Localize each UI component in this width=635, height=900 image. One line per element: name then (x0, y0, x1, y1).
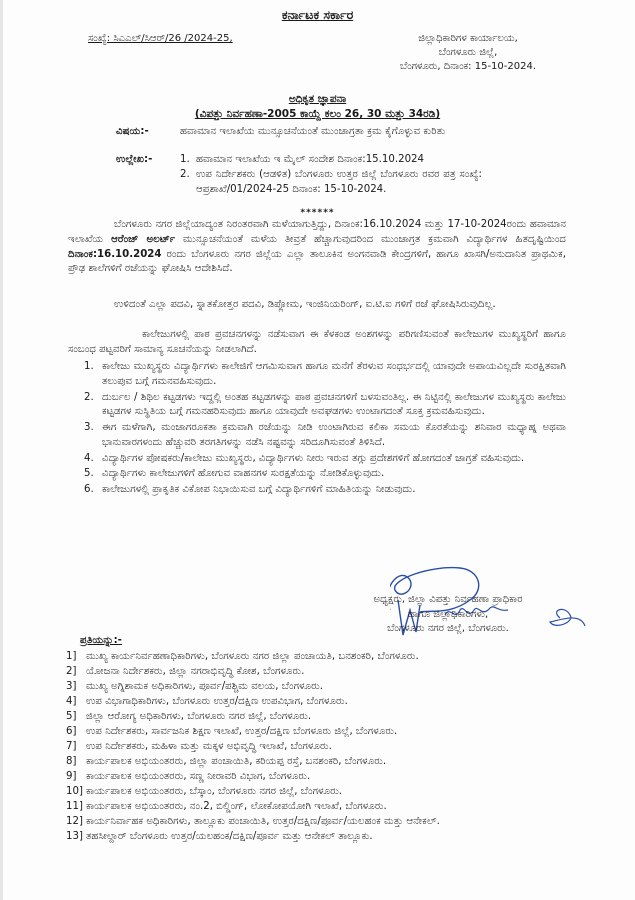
body-paragraph-1 (68, 218, 566, 277)
copy-item (66, 755, 566, 770)
instruction-number: 4. (84, 452, 94, 464)
office-address (368, 32, 568, 74)
body-paragraph-3 (68, 328, 566, 358)
instruction-item (84, 467, 566, 482)
copy-text: ಕಾರ್ಯನಿರ್ವಾಹಕ ಅಧಿಕಾರಿಗಳು, ತಾಲ್ಲೂಕು ಪಂಚಾಯಿತಿ, ಉತ್ತರ/ದಕ್ಷಿಣ/ಪೂರ್ವ/ಯಲಹಂಕ ಮತ್ತು ಆನೇಕಲ್. (86, 815, 440, 827)
copy-text: ಉಪ ನಿರ್ದೇಶಕರು, ಮಹಿಳಾ ಮತ್ತು ಮಕ್ಕಳ ಅಭಿವೃದ್ಧಿ ಇಲಾಖೆ, ಬೆಂಗಳೂರು. (86, 740, 332, 752)
copy-item (66, 800, 566, 815)
order-title-line2: (ವಿಪತ್ತು ನಿರ್ವಹಣಾ-2005 ಕಾಯ್ದೆ ಕಲಂ 26, 30 ಮತ್ತು 34ರಡಿ) (194, 108, 441, 121)
order-title (0, 92, 635, 122)
copy-number: 10] (66, 785, 83, 797)
copy-number: 12] (66, 815, 83, 827)
copy-number: 3] (66, 680, 77, 692)
signature-block (328, 593, 568, 637)
subject-text: ಹವಾಮಾನ ಇಲಾಖೆಯ ಮುನ್ಸೂಚನೆಯಂತೆ ಮುಂಜಾಗ್ರತಾ ಕ್ರಮ ಕೈಗೊಳ್ಳುವ ಕುರಿತು (180, 126, 446, 137)
instruction-number: 5. (84, 468, 94, 480)
copy-item (66, 740, 566, 755)
copy-item (66, 650, 566, 665)
copy-text: ಜಿಲ್ಲಾ ಆರೋಗ್ಯ ಅಧಿಕಾರಿಗಳು, ಬೆಂಗಳೂರು ನಗರ ಜಿಲ್ಲೆ, ಬೆಂಗಳೂರು. (86, 710, 312, 722)
office-line: ಜಿಲ್ಲಾಧಿಕಾರಿಗಳ ಕಾರ್ಯಾಲಯ, (418, 33, 518, 44)
copy-item (66, 680, 566, 695)
copy-number: 8] (66, 755, 77, 767)
para1-text: ಬೆಂಗಳೂರು ನಗರ ಜಿಲ್ಲೆಯಾದ್ಯಂತ ನಿರಂತರವಾಗಿ ಮಳೆಯಾಗುತ್ತಿದ್ದು, ದಿನಾಂಕ:16.10.2024 ಮತ್ತು 17-10-2024ರಂದು ಹವಾಮಾನ ಇಲಾಖೆಯ (68, 219, 566, 245)
copy-item (66, 710, 566, 725)
instruction-text: ಈಗ ಮಳೆಗಾಗಿ, ಮಂಜಾಗರೂಕತಾ ಕ್ರಮವಾಗಿ ರಜೆಯನ್ನು ನೀಡಿ ಉಂಟಾಗಿರುವ ಕಲಿಕಾ ಸಮಯ ಕೊರತೆಯನ್ನು ಶನಿವಾರ ಮಧ್ಯಾಹ್ನ ಅಥವಾ ಭಾನುವಾರಗಳಂದು ಹೆಚ್ಚುವರಿ ತರಗತಿಗಳನ್ನು ನಡೆಸಿ ನಷ್ಟವನ್ನು ಸರಿದೂಗಿಸುವಂತೆ ತಿಳಿಸಿದೆ. (102, 422, 566, 448)
instruction-text: ಕಾಲೇಜು ಮುಖ್ಯಸ್ಥರು ವಿದ್ಯಾರ್ಥಿಗಳು ಕಾಲೇಜಿಗೆ ಆಗಮಿಸುವಾಗ ಹಾಗೂ ಮನೆಗೆ ತೆರಳುವ ಸಂಧರ್ಭದಲ್ಲಿ ಯಾವುದೇ ಅಪಾಯವಿಲ್ಲದೇ ಸುರಕ್ಷಿತವಾಗಿ ತಲುಪುವ ಬಗ್ಗೆ ಗಮನವಹಿಸುವುದು. (102, 361, 566, 387)
scan-edge (0, 0, 3, 900)
instruction-item (84, 452, 566, 467)
holiday-date: ದಿನಾಂಕ:16.10.2024 (68, 248, 162, 260)
copy-number: 11] (66, 800, 83, 812)
copy-item (66, 830, 566, 845)
copy-text: ಮುಖ್ಯ ಕಾರ್ಯನಿರ್ವಹಣಾಧಿಕಾರಿಗಳು, ಬೆಂಗಳೂರು ನಗರ ಜಿಲ್ಲಾ ಪಂಚಾಯತಿ, ಬನಶಂಕರಿ, ಬೆಂಗಳೂರು. (86, 651, 419, 662)
orange-alert: ಆರೆಂಜ್ ಅಲರ್ಟ್ (111, 233, 176, 245)
copy-number: 5] (66, 710, 77, 722)
copy-item (66, 665, 566, 680)
para1-text: ರಂದು ಬೆಂಗಳೂರು ನಗರ ಜಿಲ್ಲೆಯ ಎಲ್ಲಾ ತಾಲೂಕಿನ ಅಂಗನವಾಡಿ ಕೇಂದ್ರಗಳಿಗೆ, ಹಾಗೂ ಖಾಸಗಿ/ಅನುದಾನಿತ ಪ್ರಾಥಮಿಕ, ಪ್ರೌಢ ಶಾಲೆಗಳಿಗೆ ರಜೆಯನ್ನು ಘೋಷಿಸಿ ಆದೇಶಿಸಿದೆ. (68, 248, 566, 275)
signatory-location: ಬೆಂಗಳೂರು ನಗರ ಜಿಲ್ಲೆ, ಬೆಂಗಳೂರು. (387, 623, 509, 634)
instruction-text: ವಿದ್ಯಾರ್ಥಿಗಳ ಪೋಷಕರು/ಕಾಲೇಜು ಮುಖ್ಯಸ್ಥರು, ವಿದ್ಯಾರ್ಥಿಗಳು ನೀರು ಇರುವ ತಗ್ಗು ಪ್ರದೇಶಗಳಿಗೆ ಹೋಗದಂತೆ ಜಾಗ್ರತೆ ವಹಿಸುವುದು. (102, 452, 525, 464)
reference-number: ಸಂಖ್ಯೆ: ಸಿಎಎಲ್/ಸಿಆರ್/26 /2024-25, (88, 33, 233, 44)
office-date: ಬೆಂಗಳೂರು, ದಿನಾಂಕ: 15-10-2024. (399, 61, 537, 72)
separator: ****** (300, 208, 335, 218)
copy-number: 4] (66, 695, 77, 707)
copy-item (66, 815, 566, 830)
signatory-title: ಅಧ್ಯಕ್ಷರು, ಜಿಲ್ಲಾ ವಿಪತ್ತು ನಿರ್ವಹಣಾ ಪ್ರಾಧಿಕಾರ (373, 594, 523, 605)
reference-text: ಹವಾಮಾನ ಇಲಾಖೆಯ ಇ ಮೈಲ್ ಸಂದೇಶ ದಿನಾಂಕ:15.10.2024 (196, 154, 425, 165)
reference-number: 1. (180, 154, 190, 165)
instruction-text: ದುರ್ಬಲ / ಶಿಥಿಲ ಕಟ್ಟಡಗಳು ಇದ್ದಲ್ಲಿ ಅಂತಹ ಕಟ್ಟಡಗಳನ್ನು ಪಾಠ ಪ್ರವಚನಗಳಿಗೆ ಬಳಸುವಂತಿಲ್ಲ. ಈ ನಿಟ್ಟಿನಲ್ಲಿ ಕಾಲೇಜುಗಳ ಮುಖ್ಯಸ್ಥರು ಕಾಲೇಜು ಕಟ್ಟಡಗಳ ಸುಸ್ಥಿತಿಯ ಬಗ್ಗೆ ಗಮನಹರಿಸುವುದು ಹಾಗೂ ಯಾವುದೇ ಅವಘಡಗಳು ಉಂಟಾಗದಂತೆ ಸೂಕ್ತ ಕ್ರಮವಹಿಸುವುದು. (102, 391, 566, 418)
instruction-number: 6. (84, 484, 94, 496)
copy-item (66, 725, 566, 740)
references-list (180, 153, 482, 197)
instruction-number: 2. (84, 391, 94, 403)
instruction-item (84, 391, 566, 421)
signatory-title: ಹಾಗೂ ಜಿಲ್ಲಾಧಿಕಾರಿಗಳು, (407, 608, 489, 620)
instruction-text: ವಿದ್ಯಾರ್ಥಿಗಳು ಕಾಲೇಜುಗಳಿಗೆ ಹೋಗುವ ವಾಹನಗಳ ಸುರಕ್ಷತೆಯನ್ನು ನೋಡಿಕೊಳ್ಳುವುದು. (102, 468, 385, 480)
body-paragraph-2 (68, 298, 566, 313)
copy-item (66, 770, 566, 785)
copy-item (66, 695, 566, 710)
copy-text: ಉಪ ನಿರ್ದೇಶಕರು, ಸಾರ್ವಜನಿಕ ಶಿಕ್ಷಣ ಇಲಾಖೆ, ಉತ್ತರ/ದಕ್ಷಿಣ ಬೆಂಗಳೂರು ಜಿಲ್ಲೆ, ಬೆಂಗಳೂರು. (86, 725, 398, 737)
copy-text: ತಹಸೀಲ್ದಾರ್ ಬೆಂಗಳೂರು ಉತ್ತರ/ಯಲಹಂಕ/ದಕ್ಷಿಣ/ಪೂರ್ವ ಮತ್ತು ಆನೇಕಲ್ ತಾಲ್ಲೂಕು. (86, 830, 373, 842)
instructions-list (84, 360, 566, 499)
para2-text: ಉಳಿದಂತೆ ಎಲ್ಲಾ ಪದವಿ, ಸ್ನಾತಕೋತ್ತರ ಪದವಿ, ಡಿಪ್ಲೋಮ, ಇಂಜಿನಿಯರಿಂಗ್, ಐ.ಟಿ.ಐ ಗಳಿಗೆ ರಜೆ ಘೋಷಿಸಿರುವುದಿಲ್ಲ. (114, 299, 496, 310)
instruction-item (84, 421, 566, 451)
reference-number: 2. (180, 168, 190, 180)
copy-text: ಕಾರ್ಯಪಾಲಕ ಅಭಿಯಂತರರು, ನಂ.2, ಬಿಲ್ಡಿಂಗ್, ಲೋಕೋಪಯೋಗಿ ಇಲಾಖೆ, ಬೆಂಗಳೂರು. (86, 800, 387, 812)
instruction-number: 1. (84, 361, 94, 372)
reference-item (180, 153, 482, 168)
copies-list (66, 650, 566, 845)
copy-text: ಕಾರ್ಯಪಾಲಕ ಅಭಿಯಂತರರು, ಬೆಸ್ಕಾಂ, ಬೆಂಗಳೂರು ನಗರ ಜಿಲ್ಲೆ, ಬೆಂಗಳೂರು. (86, 785, 343, 797)
copy-number: 6] (66, 725, 77, 737)
copy-text: ಉಪ ವಿಭಾಗಾಧಿಕಾರಿಗಳು, ಬೆಂಗಳೂರು ಉತ್ತರ/ದಕ್ಷಿಣ ಉಪವಿಭಾಗ, ಬೆಂಗಳೂರು. (86, 695, 348, 707)
copy-number: 1] (66, 651, 77, 662)
copy-text: ಮುಖ್ಯ ಅಗ್ನಿಶಾಮಕ ಅಧಿಕಾರಿಗಳು, ಪೂರ್ವ/ಪಶ್ಚಿಮ ವಲಯ, ಬೆಂಗಳೂರು. (86, 680, 324, 692)
copy-text: ಕಾರ್ಯಪಾಲಕ ಅಭಿಯಂತರರು, ಜಿಲ್ಲಾ ಪಂಚಾಯಿತಿ, ಕರಿಯಪ್ಪ ರಸ್ತೆ, ಬನಶಂಕರಿ, ಬೆಂಗಳೂರು. (86, 755, 387, 767)
copy-number: 7] (66, 740, 77, 752)
instruction-text: ಕಾಲೇಜುಗಳಲ್ಲಿ ಪ್ರಾಕೃತಿಕ ವಿಕೋಪ ನಿಭಾಯಿಸುವ ಬಗ್ಗೆ ವಿದ್ಯಾರ್ಥಿಗಳಿಗೆ ಮಾಹಿತಿಯನ್ನು ನೀಡುವುದು. (102, 484, 416, 496)
references-label: ಉಲ್ಲೇಖ:- (116, 154, 153, 165)
subject-label: ವಿಷಯ:- (116, 126, 149, 137)
para1-text: ಮುನ್ಸೂಚನೆಯಂತೆ ಮಳೆಯ ತೀವ್ರತೆ ಹೆಚ್ಚಾಗುವುದರಿಂದ ಮುಂಜಾಗ್ರತ ಕ್ರಮವಾಗಿ ವಿದ್ಯಾರ್ಥಿಗಳ ಹಿತದೃಷ್ಟಿಯಿಂದ (175, 233, 567, 245)
copy-text: ಯೋಜನಾ ನಿರ್ದೇಶಕರು, ಜಿಲ್ಲಾ ನಗರಾಭಿವೃದ್ಧಿ ಕೋಶ, ಬೆಂಗಳೂರು. (86, 665, 305, 677)
para3-text: ಕಾಲೇಜುಗಳಲ್ಲಿ ಪಾಠ ಪ್ರವಚನಗಳನ್ನು ನಡೆಸುವಾಗ ಈ ಕೆಳಕಂಡ ಅಂಶಗಳನ್ನು ಪರಿಗಣಿಸುವಂತೆ ಕಾಲೇಜುಗಳ ಮುಖ್ಯಸ್ಥರಿಗೆ ಹಾಗೂ ಸಂಬಂಧ ಪಟ್ಟವರಿಗೆ ಸಾಮಾನ್ಯ ಸೂಚನೆಯನ್ನು ನೀಡಲಾಗಿದೆ. (68, 329, 566, 355)
office-line: ಬೆಂಗಳೂರು ಜಿಲ್ಲೆ, (438, 47, 498, 58)
copy-number: 2] (66, 665, 77, 677)
copy-text: ಕಾರ್ಯಪಾಲಕ ಅಭಿಯಂತರರು, ಸಣ್ಣ ನೀರಾವರಿ ವಿಭಾಗ, ಬೆಂಗಳೂರು. (86, 770, 311, 782)
instruction-item (84, 360, 566, 390)
reference-item (180, 168, 482, 198)
government-title: ಕರ್ನಾಟಕ ಸರ್ಕಾರ (281, 7, 354, 22)
instruction-item (84, 483, 566, 498)
copy-number: 9] (66, 770, 77, 782)
instruction-number: 3. (84, 422, 94, 434)
order-title-line1: ಅಧಿಕೃತ ಜ್ಞಾಪನಾ (288, 93, 347, 105)
copies-label: ಪ್ರತಿಯನ್ನು:- (80, 635, 122, 646)
copy-item (66, 785, 566, 800)
reference-text: ಉಪ ನಿರ್ದೇಶಕರು (ಆಡಳಿತ) ಬೆಂಗಳೂರು ಉತ್ತರ ಜಿಲ್ಲೆ ಬೆಂಗಳೂರು ರವರ ಪತ್ರ ಸಂಖ್ಯೆ: ಆಪ್ರಶಾಖೆ/01/2024-25 ದಿನಾಂಕ: 15-10-2024. (196, 168, 482, 195)
copy-number: 13] (66, 830, 83, 842)
